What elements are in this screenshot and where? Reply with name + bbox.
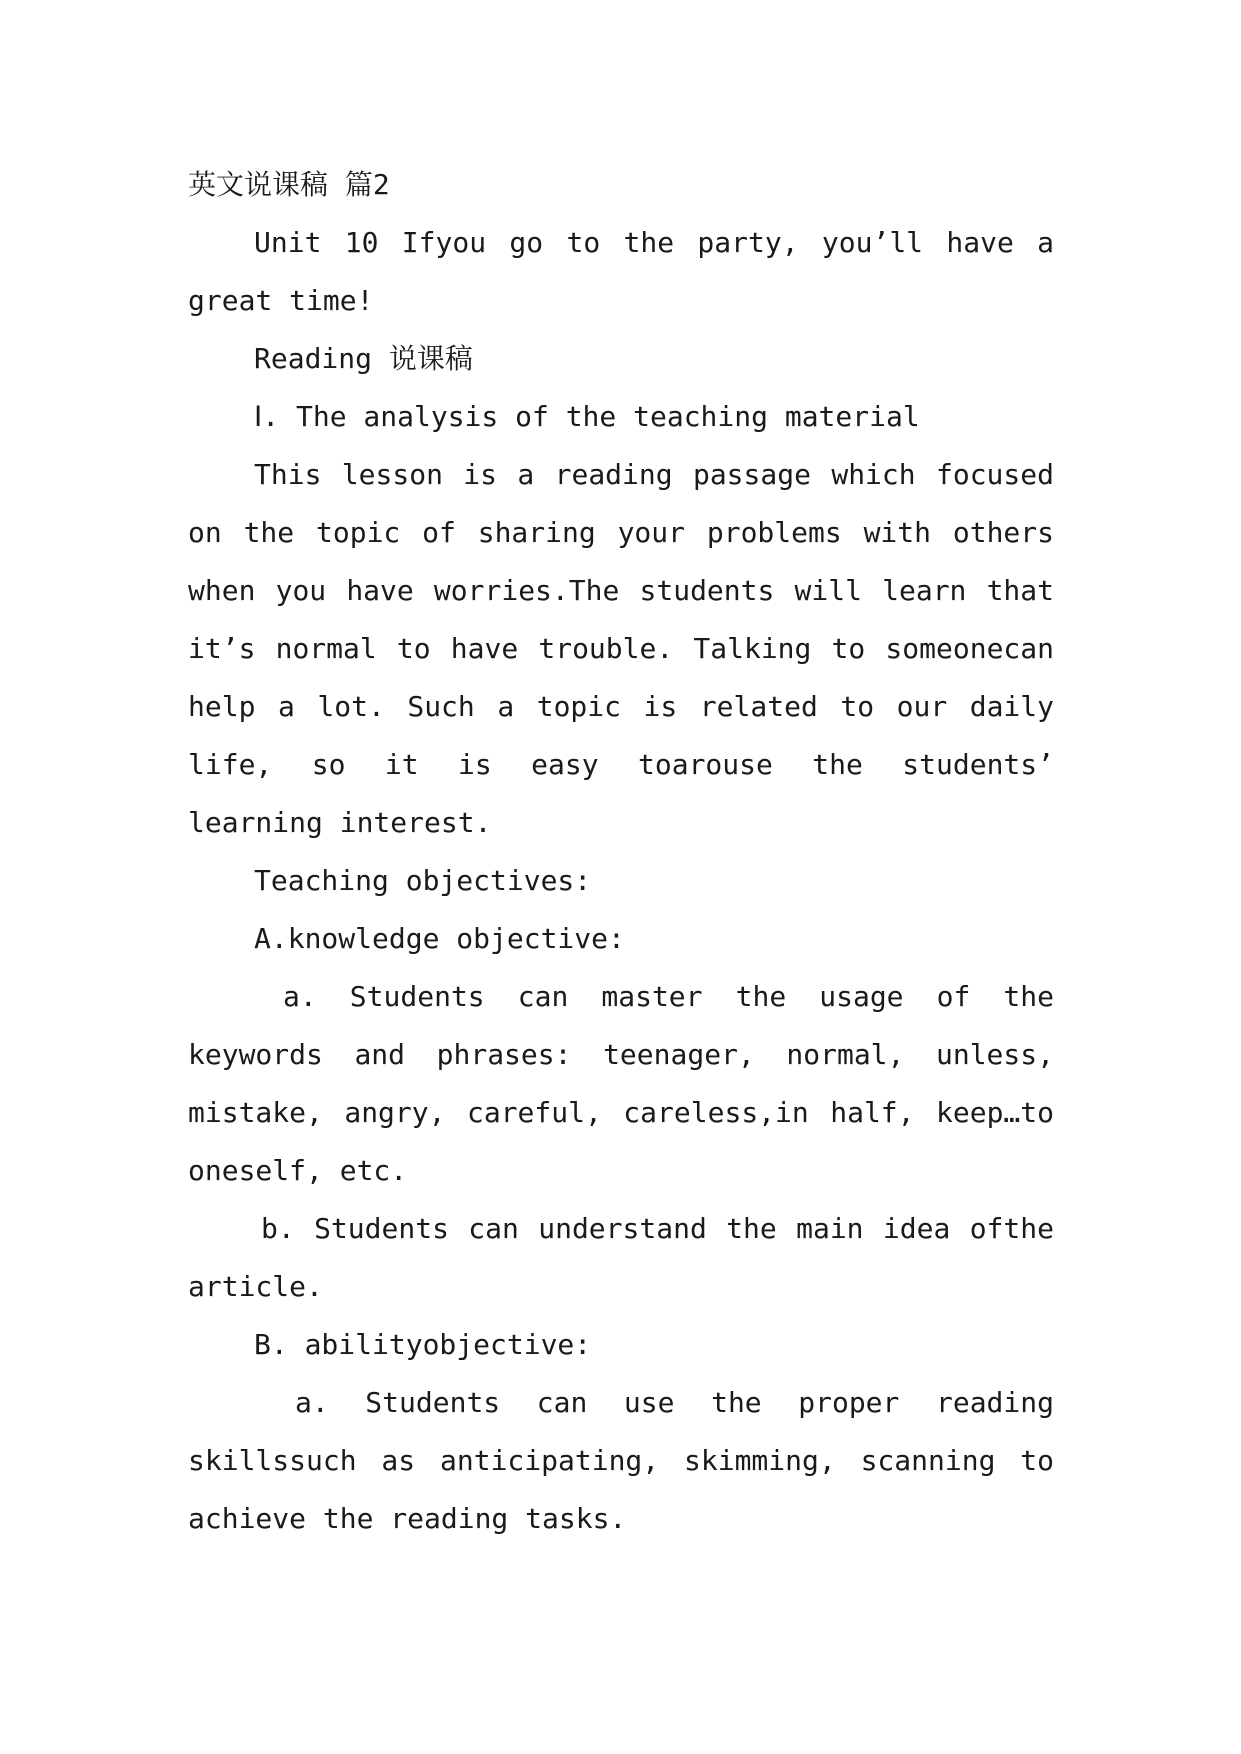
knowledge-objective-heading: A.knowledge objective: xyxy=(254,922,625,955)
objectives-heading: Teaching objectives: xyxy=(254,864,592,897)
list-item-line: oneself, etc. xyxy=(188,1154,408,1187)
list-item-line: a. Students can master the usage of the xyxy=(283,980,1054,1013)
list-item-line: skillssuch as anticipating, skimming, scanning to xyxy=(188,1444,1054,1477)
list-item-line: keywords and phrases: teenager, normal, unless, xyxy=(188,1038,1054,1071)
reading-heading: Reading 说课稿 xyxy=(254,342,473,375)
analysis-heading: Ⅰ. The analysis of the teaching material xyxy=(254,400,920,433)
paragraph-line: learning interest. xyxy=(188,806,492,839)
list-item-line: article. xyxy=(188,1270,323,1303)
paragraph-line: on the topic of sharing your problems with others xyxy=(188,516,1054,549)
list-item-line: mistake, angry, careful, careless,in half, keep…to xyxy=(188,1096,1054,1129)
section-heading: 英文说课稿 篇2 xyxy=(188,168,390,201)
list-item-line: b. Students can understand the main idea ofthe xyxy=(261,1212,1054,1245)
unit-title-line-1: Unit 10 Ifyou go to the party, you’ll have a xyxy=(254,226,1054,259)
unit-title-line-2: great time! xyxy=(188,284,374,317)
paragraph-line: it’s normal to have trouble. Talking to someonecan xyxy=(188,632,1054,665)
list-item-line: a. Students can use the proper reading xyxy=(295,1386,1054,1419)
paragraph-line: when you have worries.The students will learn that xyxy=(188,574,1054,607)
paragraph-line: This lesson is a reading passage which focused xyxy=(254,458,1054,491)
paragraph-line: life, so it is easy toarouse the students’ xyxy=(188,748,1054,781)
ability-objective-heading: B. abilityobjective: xyxy=(254,1328,592,1361)
list-item-line: achieve the reading tasks. xyxy=(188,1502,627,1535)
paragraph-line: help a lot. Such a topic is related to our daily xyxy=(188,690,1054,723)
